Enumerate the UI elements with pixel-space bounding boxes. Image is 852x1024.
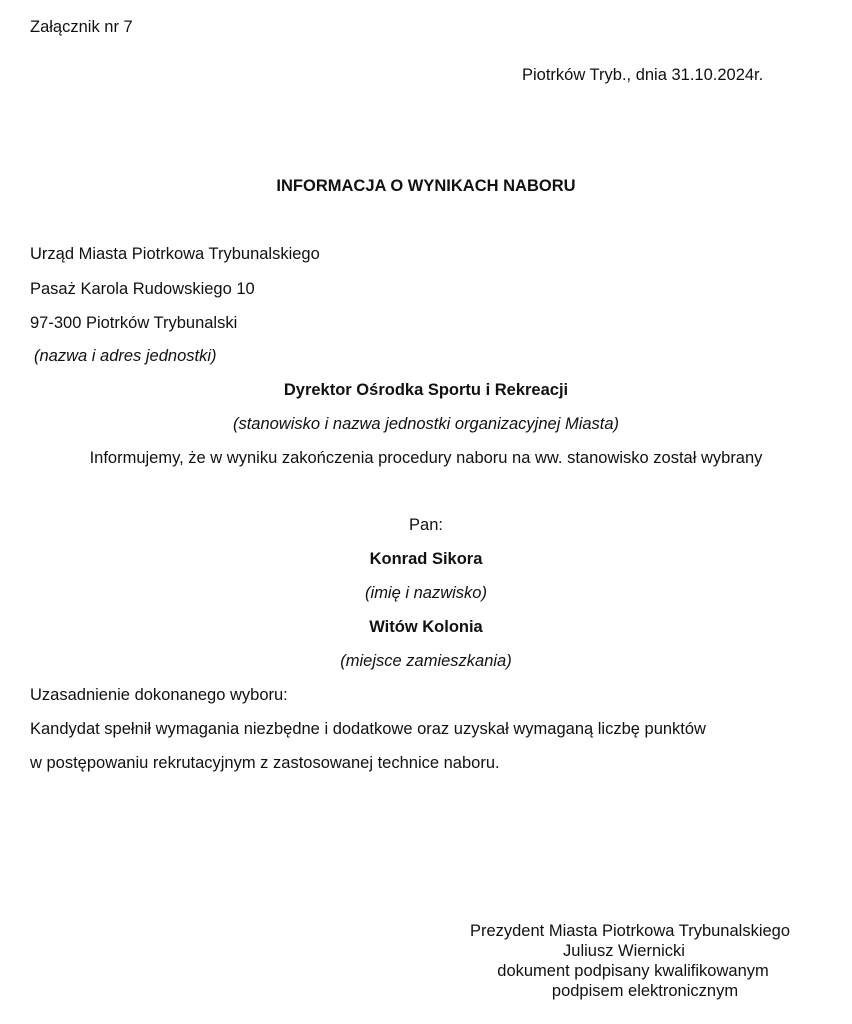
signature-note-2: podpisem elektronicznym [551, 982, 739, 1000]
justification-line-1: Kandydat spełnił wymagania niezbędne i dodatkowe oraz uzyskał wymaganą liczbę punktów [30, 720, 706, 738]
signature-name: Juliusz Wiernicki [563, 942, 685, 960]
candidate-name-caption: (imię i nazwisko) [365, 584, 487, 602]
signature-title: Prezydent Miasta Piotrkowa Trybunalskiego [469, 922, 791, 940]
candidate-residence: Witów Kolonia [369, 618, 483, 636]
intro-text: Informujemy, że w wyniku zakończenia procedury naboru na ww. stanowisko został wybrany [89, 449, 763, 467]
candidate-residence-caption: (miejsce zamieszkania) [340, 652, 512, 670]
justification-heading: Uzasadnienie dokonanego wyboru: [30, 686, 288, 704]
unit-caption: (nazwa i adres jednostki) [34, 347, 217, 365]
unit-city: 97-300 Piotrków Trybunalski [30, 314, 238, 332]
signature-block [420, 921, 840, 1001]
unit-name: Urząd Miasta Piotrkowa Trybunalskiego [30, 245, 320, 263]
position-caption: (stanowisko i nazwa jednostki organizacyjnej Miasta) [232, 415, 620, 433]
candidate-name: Konrad Sikora [369, 550, 483, 568]
unit-street: Pasaż Karola Rudowskiego 10 [30, 280, 255, 298]
candidate-salutation: Pan: [409, 516, 443, 534]
justification-line-2: w postępowaniu rekrutacyjnym z zastosowanej technice naboru. [30, 754, 500, 772]
attachment-label: Załącznik nr 7 [30, 18, 133, 36]
position-name: Dyrektor Ośrodka Sportu i Rekreacji [283, 381, 569, 399]
place-date: Piotrków Tryb., dnia 31.10.2024r. [522, 66, 764, 84]
signature-note-1: dokument podpisany kwalifikowanym [497, 962, 769, 980]
document-title: INFORMACJA O WYNIKACH NABORU [276, 177, 576, 195]
